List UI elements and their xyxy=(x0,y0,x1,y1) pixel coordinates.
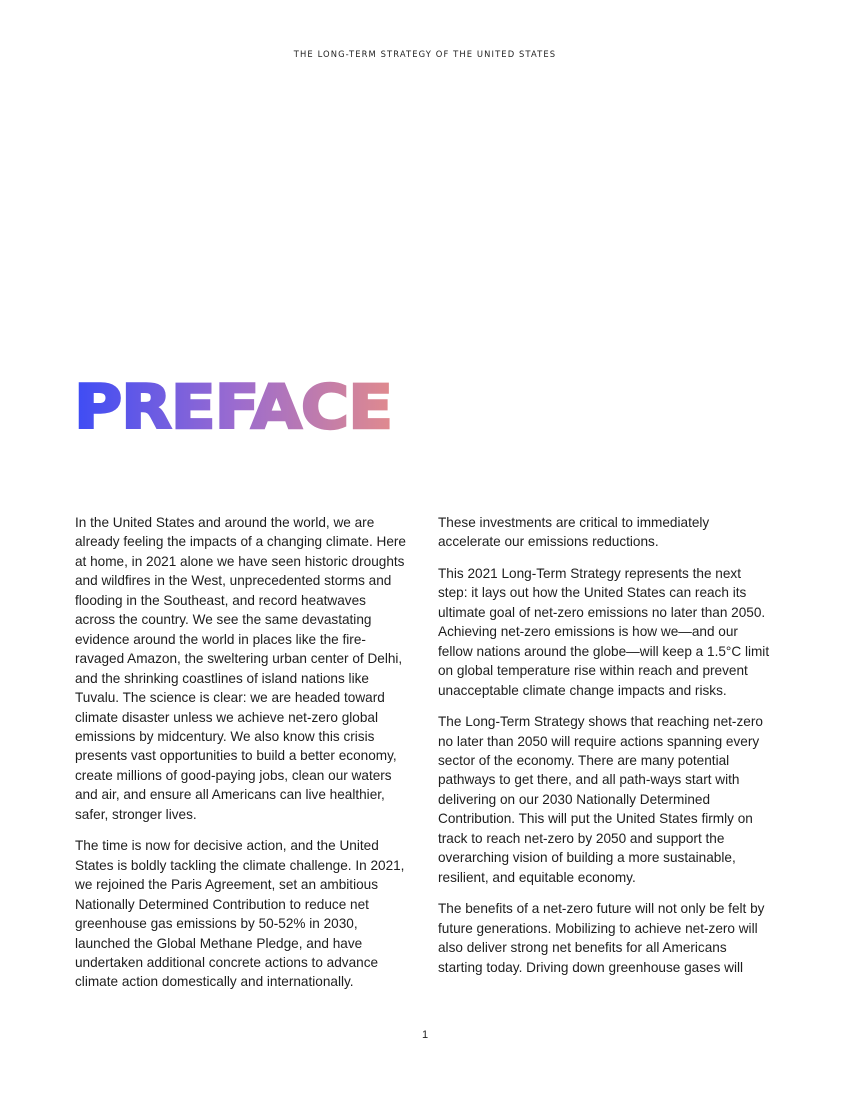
running-header: THE LONG-TERM STRATEGY OF THE UNITED STATES xyxy=(293,49,557,59)
page-title-text: PREFACE xyxy=(74,372,392,443)
body-paragraph: The time is now for decisive action, and the United States is boldly tackling the climate challenge. In 2021, we rejoined the Paris Agreement, set an ambitious Nationally Determined Contribution to reduce net greenhouse gas emissions by 50-52% in 2030, launched the Global Methane Pledge, and have undertaken additional concrete actions to advance climate action domestically and internationally. xyxy=(75,838,405,990)
page-number: 1 xyxy=(421,1029,429,1041)
body-paragraph: The Long-Term Strategy shows that reaching net-zero no later than 2050 will require actions spanning every sector of the economy. There are many potential pathways to get there, and all path-ways start with delivering on our 2030 Nationally Determined Contribution. This will put the United States firmly on track to reach net-zero by 2050 and support the overarching vision of building a more sustainable, resilient, and equitable economy. xyxy=(438,714,763,885)
body-paragraph: This 2021 Long-Term Strategy represents the next step: it lays out how the United States can reach its ultimate goal of net-zero emissions no later than 2050. Achieving net-zero emissions is how we—and our fellow nations around the globe—will keep a 1.5°C limit on global temperature rise within reach and prevent unacceptable climate change impacts and risks. xyxy=(438,565,770,698)
body-paragraph: The benefits of a net-zero future will not only be felt by future generations. Mobilizing to achieve net-zero will also deliver strong net benefits for all Americans starting today. Driving down greenhouse gases will xyxy=(438,901,765,975)
right-column xyxy=(438,513,774,989)
left-column xyxy=(75,513,407,1004)
body-paragraph: In the United States and around the world, we are already feeling the impacts of a changing climate. Here at home, in 2021 alone we have seen historic droughts and wildfires in the West, unprecedented storms and flooding in the Southeast, and record heatwaves across the country. We see the same devastating evidence around the world in places like the fire-ravaged Amazon, the sweltering urban center of Delhi, and the shrinking coastlines of island nations like Tuvalu. The science is clear: we are headed toward climate disaster unless we achieve net-zero global emissions by midcentury. We also know this crisis presents vast opportunities to build a better economy, create millions of good-paying jobs, clean our waters and air, and ensure all Americans can live healthier, safer, stronger lives. xyxy=(75,515,406,822)
body-paragraph: These investments are critical to immediately accelerate our emissions reductions. xyxy=(438,515,710,550)
page-title xyxy=(74,372,404,442)
